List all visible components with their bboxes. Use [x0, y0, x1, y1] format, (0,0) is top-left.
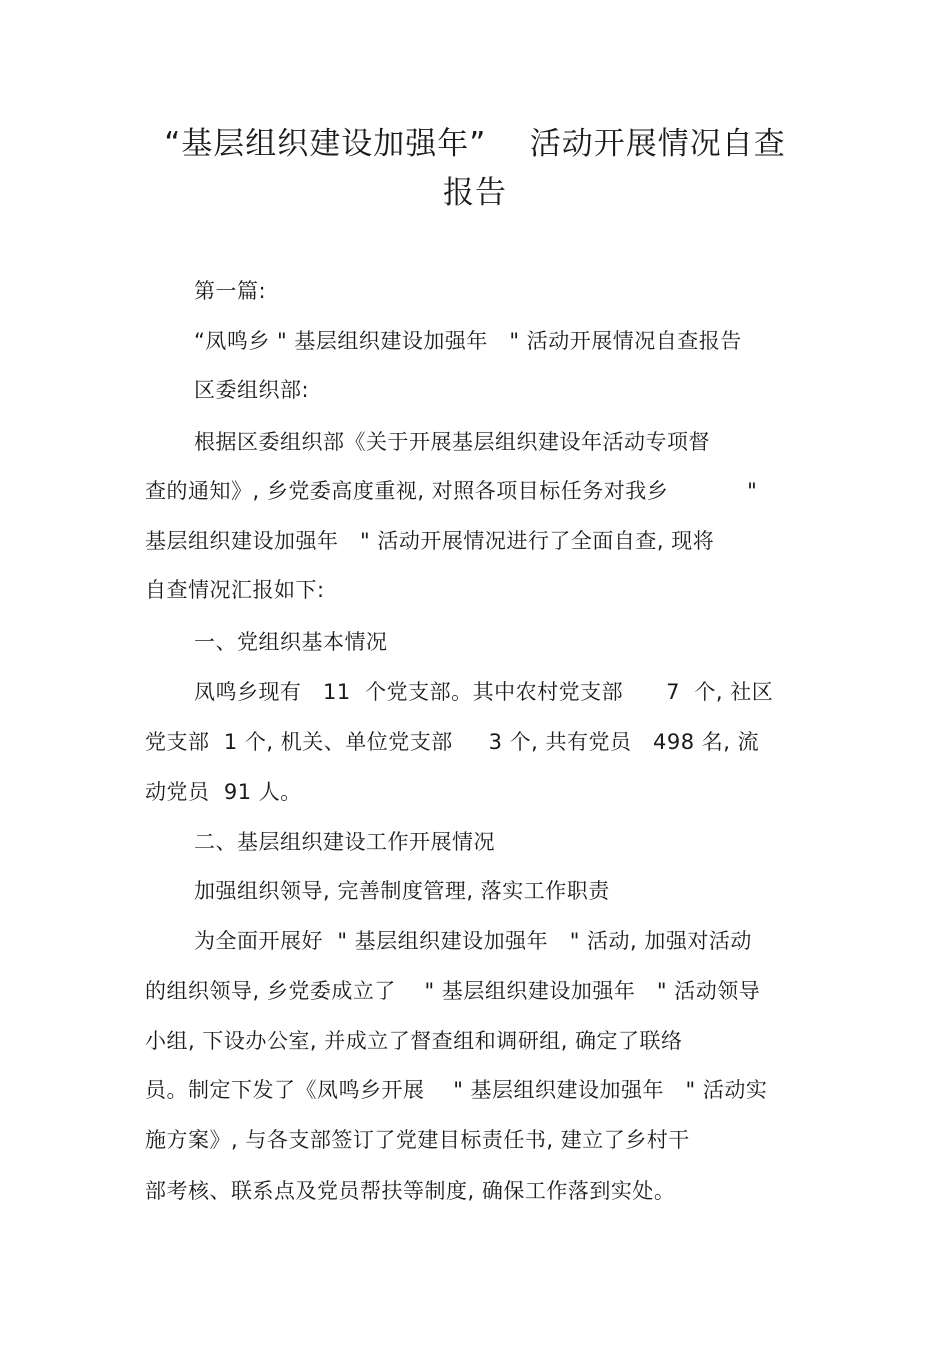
paragraph-line: 为全面开展好 " 基层组织建设加强年 " 活动, 加强对活动 — [194, 929, 752, 953]
paragraph-line: 动党员 91 人。 — [145, 780, 302, 804]
section-label: 第一篇: — [194, 279, 267, 303]
paragraph-line: 小组, 下设办公室, 并成立了督查组和调研组, 确定了联络 — [145, 1029, 683, 1053]
paragraph-line: 施方案》, 与各支部签订了党建目标责任书, 建立了乡村干 — [145, 1128, 690, 1152]
document-title-line-1: “基层组织建设加强年” 活动开展情况自查 — [164, 126, 786, 162]
document-title-line-2: 报告 — [443, 175, 507, 211]
section-heading: 一、党组织基本情况 — [194, 630, 388, 654]
paragraph-line: 党支部 1 个, 机关、单位党支部 3 个, 共有党员 498 名, 流 — [145, 730, 760, 754]
subsection-heading: 加强组织领导, 完善制度管理, 落实工作职责 — [194, 879, 610, 903]
section-heading: 二、基层组织建设工作开展情况 — [194, 830, 495, 854]
addressee: 区委组织部: — [194, 378, 310, 402]
report-heading: “凤鸣乡 " 基层组织建设加强年 " 活动开展情况自查报告 — [194, 329, 742, 353]
paragraph-line: 基层组织建设加强年 " 活动开展情况进行了全面自查, 现将 — [145, 529, 715, 553]
paragraph-line: 部考核、联系点及党员帮扶等制度, 确保工作落到实处。 — [145, 1179, 676, 1203]
paragraph-line: 凤鸣乡现有 11 个党支部。其中农村党支部 7 个, 社区 — [194, 680, 774, 704]
paragraph-line: 的组织领导, 乡党委成立了 " 基层组织建设加强年 " 活动领导 — [145, 979, 761, 1003]
paragraph-line: 根据区委组织部《关于开展基层组织建设年活动专项督 — [194, 430, 710, 454]
paragraph-line: 自查情况汇报如下: — [145, 578, 325, 602]
paragraph-line: 查的通知》, 乡党委高度重视, 对照各项目标任务对我乡 " — [145, 479, 758, 503]
paragraph-line: 员。制定下发了《凤鸣乡开展 " 基层组织建设加强年 " 活动实 — [145, 1078, 768, 1102]
